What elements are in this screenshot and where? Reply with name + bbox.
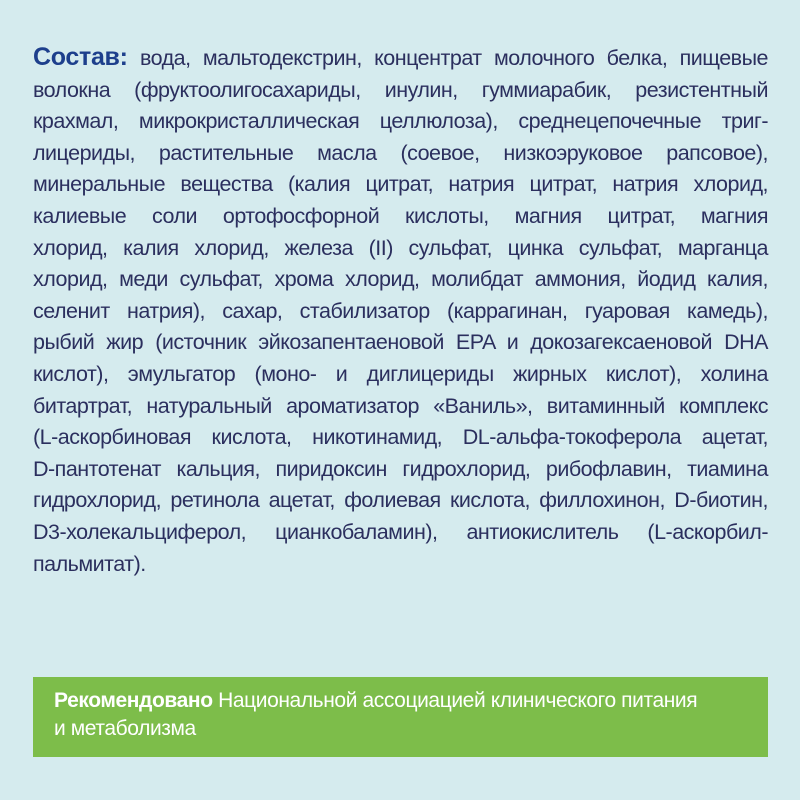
composition-line: гидрохлорид, ретинола ацетат, фолиевая кислота, филлохинон, D-биотин, [33, 488, 768, 513]
composition-line: лицериды, растительные масла (соевое, низкоэруковое рапсовое), [33, 140, 768, 165]
composition-line: хлорид, калия хлорид, железа (II) сульфат, цинка сульфат, марганца [33, 235, 768, 260]
composition-line: минеральные вещества (калия цитрат, натрия цитрат, натрия хлорид, [33, 172, 768, 197]
composition-line: кислот), эмульгатор (моно- и диглицериды жирных кислот), холина [33, 361, 768, 386]
composition-line: D3-холекальциферол, цианкобаламин), антиокислитель (L-аскорбил- [33, 519, 768, 544]
composition-line: калиевые соли ортофосфорной кислоты, магния цитрат, магния [33, 203, 768, 228]
recommendation-label: Рекомендовано [54, 689, 213, 712]
recommendation-line: и метаболизма [54, 717, 196, 740]
composition-line: пальмитат). [33, 551, 146, 576]
composition-text [33, 42, 768, 580]
recommendation-banner [33, 677, 768, 757]
composition-heading: Состав: [33, 43, 128, 71]
composition-line: хлорид, меди сульфат, хрома хлорид, молибдат аммония, йодид калия, [33, 267, 768, 292]
composition-line: селенит натрия), сахар, стабилизатор (каррагинан, гуаровая камедь), [33, 298, 768, 323]
composition-line: D-пантотенат кальция, пиридоксин гидрохлорид, рибофлавин, тиамина [33, 456, 768, 481]
composition-line-text: вода, мальтодекстрин, концентрат молочного белка, пищевые [127, 46, 768, 70]
composition-line: рыбий жир (источник эйкозапентаеновой EPA и докозагексаеновой DHA [33, 330, 768, 355]
composition-line [33, 42, 768, 75]
composition-line: крахмал, микрокристаллическая целлюлоза), среднецепочечные триг- [33, 109, 768, 134]
recommendation-text: Национальной ассоциацией клинического питания [212, 689, 698, 712]
composition-line: (L-аскорбиновая кислота, никотинамид, DL-альфа-токоферола ацетат, [33, 425, 768, 450]
composition-line: битартрат, натуральный ароматизатор «Ваниль», витаминный комплекс [33, 393, 768, 418]
composition-line: волокна (фруктоолигосахариды, инулин, гуммиарабик, резистентный [33, 77, 768, 102]
recommendation-line [54, 687, 748, 715]
